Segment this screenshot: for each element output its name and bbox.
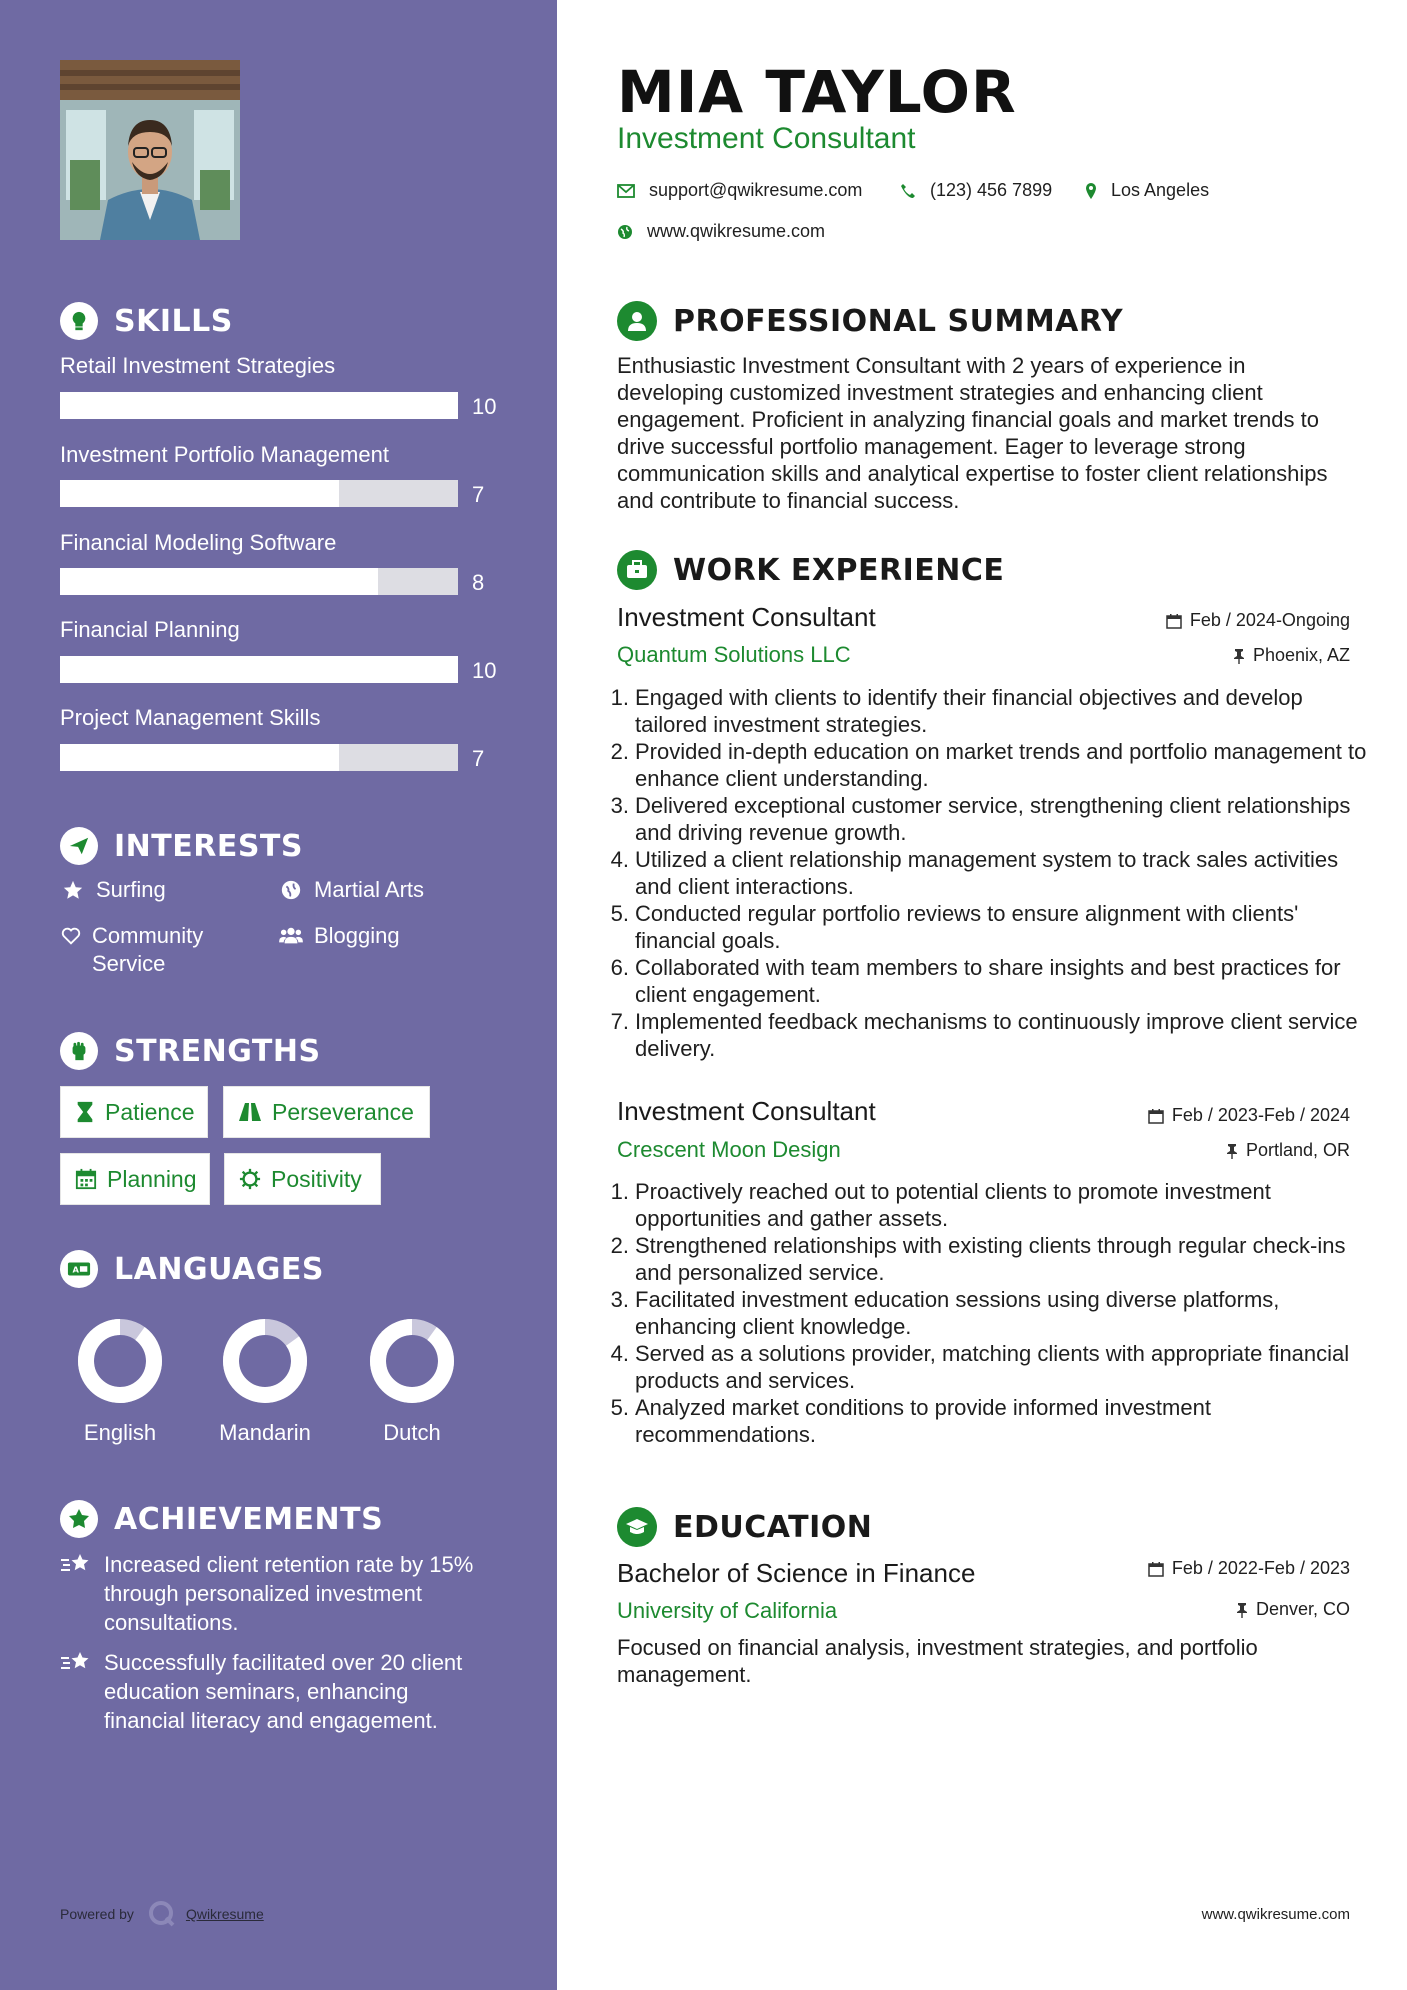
education-location: Denver, CO [1236, 1599, 1350, 1620]
star-icon [60, 876, 86, 901]
achievements-heading: ACHIEVEMENTS [60, 1500, 383, 1538]
job-location: Portland, OR [1226, 1140, 1350, 1161]
list-item: 1. Engaged with clients to identify their financial objectives and develop tailored investment strategies. [610, 685, 1303, 737]
skill-name: Financial Planning [60, 617, 240, 642]
map-pin-icon [1085, 182, 1097, 200]
language-item [205, 1316, 325, 1446]
job-title: Investment Consultant [617, 1096, 876, 1126]
language-donut-arc [86, 1327, 154, 1395]
list-item: 1. Proactively reached out to potential clients to promote investment opportunities and gather assets. [610, 1179, 1271, 1231]
achievement-item: Increased client retention rate by 15% through personalized investment consultations. [60, 1550, 480, 1637]
profile-photo [60, 60, 240, 240]
skill-name: Retail Investment Strategies [60, 353, 336, 378]
language-donut [367, 1316, 457, 1406]
lightbulb-icon [60, 302, 98, 340]
pushpin-icon [1236, 1602, 1248, 1618]
skill-name: Financial Modeling Software [60, 530, 337, 555]
job-title: Investment Consultant [617, 602, 876, 632]
education-date: Feb / 2022-Feb / 2023 [1148, 1558, 1350, 1579]
candidate-name: MIA TAYLOR [617, 58, 1017, 126]
contact-location: Los Angeles [1085, 180, 1209, 201]
language-item [60, 1316, 180, 1446]
strength-chip: Planning [60, 1153, 210, 1205]
language-label: Mandarin [219, 1420, 311, 1445]
skill-bar-fill [60, 568, 378, 595]
interest-item: Community Service [60, 922, 240, 978]
powered-by: Powered by Qwikresume [60, 1900, 264, 1928]
summary-heading: PROFESSIONAL SUMMARY [617, 301, 1123, 341]
list-item: 2. Provided in-depth education on market trends and portfolio management to enhance client understanding. [610, 739, 1367, 791]
skill-bar [60, 656, 458, 683]
language-label: Dutch [383, 1420, 441, 1445]
calendar-icon [1148, 1561, 1164, 1577]
job-company: Crescent Moon Design [617, 1137, 841, 1162]
globe-icon [617, 224, 633, 240]
qwikresume-logo-icon [148, 1900, 176, 1928]
skill-value: 7 [472, 482, 485, 507]
job-date: Feb / 2023-Feb / 2024 [1148, 1105, 1350, 1126]
strength-chip: Positivity [224, 1153, 381, 1205]
calendar-icon [1148, 1108, 1164, 1124]
calendar-icon [1166, 613, 1182, 629]
hourglass-icon [75, 1101, 95, 1123]
gear-icon [239, 1168, 261, 1190]
skill-value: 8 [472, 570, 485, 595]
paper-plane-icon [60, 827, 98, 865]
heart-icon [60, 922, 82, 947]
skill-bar [60, 568, 458, 595]
interest-item: Martial Arts [278, 876, 424, 904]
pushpin-icon [1226, 1143, 1238, 1159]
list-item: 3. Delivered exceptional customer service, strengthening client relationships and driving revenue growth. [610, 793, 1351, 845]
interest-item: Blogging [278, 922, 400, 950]
language-donut [75, 1316, 165, 1406]
list-item: 2. Strengthened relationships with existing clients through regular check-ins and personalized service. [610, 1233, 1346, 1285]
skill-bar [60, 480, 458, 507]
list-item: 4. Served as a solutions provider, matching clients with appropriate financial products and services. [610, 1341, 1350, 1393]
skill-bar-fill [60, 392, 458, 419]
education-heading: EDUCATION [617, 1507, 872, 1547]
skills-heading: SKILLS [60, 302, 233, 340]
award-star-icon [60, 1500, 98, 1538]
candidate-role: Investment Consultant [617, 122, 916, 155]
languages-heading: A LANGUAGES [60, 1250, 324, 1288]
education-degree: Bachelor of Science in Finance [617, 1558, 976, 1588]
skill-bar-fill [60, 656, 458, 683]
calendar-icon [75, 1168, 97, 1190]
strengths-heading: STRENGTHS [60, 1032, 321, 1070]
language-donut-arc [378, 1327, 446, 1395]
list-item: 5. Analyzed market conditions to provide informed investment recommendations. [610, 1395, 1211, 1447]
user-icon [617, 301, 657, 341]
summary-text: Enthusiastic Investment Consultant with 2 years of experience in developing customized investment strategies and enhancing client engagement. Proficient in analyzing financial goals and market trends to drive successful portfolio management. Eager to leverage strong communication skills and analytical expertise to foster client relationships and contribute to financial success. [617, 353, 1328, 513]
interest-item: Surfing [60, 876, 166, 904]
qwikresume-link[interactable]: Qwikresume [185, 1906, 264, 1922]
job-company: Quantum Solutions LLC [617, 642, 851, 667]
language-item [352, 1316, 472, 1446]
footer-url[interactable]: www.qwikresume.com [1201, 1906, 1350, 1923]
job-date: Feb / 2024-Ongoing [1166, 610, 1350, 631]
skill-name: Project Management Skills [60, 705, 321, 730]
strength-chip: Patience [60, 1086, 208, 1138]
briefcase-icon [617, 550, 657, 590]
job-location: Phoenix, AZ [1233, 645, 1350, 666]
sidebar [0, 0, 557, 1990]
skill-value: 7 [472, 746, 485, 771]
skill-value: 10 [472, 658, 497, 683]
contact-email: support@qwikresume.com [617, 180, 862, 201]
contact-phone: (123) 456 7899 [900, 180, 1052, 201]
language-icon [60, 1250, 98, 1288]
shooting-star-icon [60, 1648, 92, 1681]
skill-bar-fill [60, 744, 339, 771]
contact-website: www.qwikresume.com [617, 221, 825, 242]
list-item: 5. Conducted regular portfolio reviews to ensure alignment with clients' financial goals. [610, 901, 1299, 953]
main-content [557, 0, 1407, 1990]
skill-value: 10 [472, 394, 497, 419]
education-text: Focused on financial analysis, investment strategies, and portfolio management. [617, 1635, 1258, 1687]
skill-bar [60, 392, 458, 419]
users-icon [278, 922, 304, 947]
list-item: 3. Facilitated investment education sessions using diverse platforms, enhancing client knowledge. [610, 1287, 1280, 1339]
strength-chip: Perseverance [223, 1086, 430, 1138]
language-label: English [83, 1420, 157, 1445]
list-item: 6. Collaborated with team members to share insights and best practices for client engagement. [610, 955, 1341, 1007]
skill-bar-fill [60, 480, 339, 507]
fist-icon [60, 1032, 98, 1070]
job-bullets [610, 1178, 1377, 1448]
job-bullets [610, 684, 1377, 1062]
list-item: 7. Implemented feedback mechanisms to continuously improve client service delivery. [610, 1009, 1358, 1061]
shooting-star-icon [60, 1550, 92, 1583]
pushpin-icon [1233, 648, 1245, 664]
achievement-item: Successfully facilitated over 20 client education seminars, enhancing financial literacy and engagement. [60, 1648, 480, 1735]
envelope-icon [617, 184, 635, 198]
road-icon [238, 1102, 262, 1122]
svg-text:A: A [72, 1264, 79, 1275]
globe-icon [278, 876, 304, 901]
education-school: University of California [617, 1598, 838, 1623]
skill-name: Investment Portfolio Management [60, 442, 389, 467]
experience-heading: WORK EXPERIENCE [617, 550, 1004, 590]
skill-bar [60, 744, 458, 771]
language-donut [220, 1316, 310, 1406]
graduation-icon [617, 1507, 657, 1547]
list-item: 4. Utilized a client relationship management system to track sales activities and client interactions. [610, 847, 1339, 899]
interests-heading: INTERESTS [60, 827, 303, 865]
phone-icon [900, 183, 916, 199]
